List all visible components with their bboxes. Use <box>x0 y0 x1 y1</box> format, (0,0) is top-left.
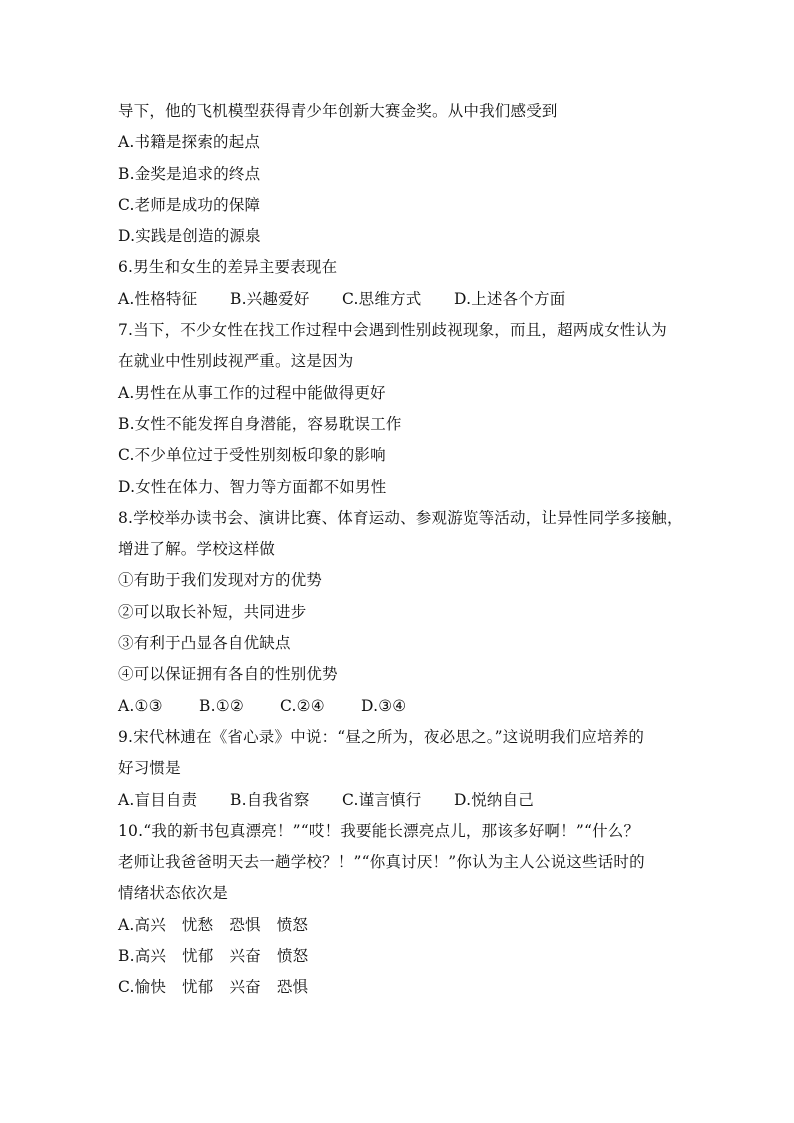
q8-option-d: D.③④ <box>361 696 407 715</box>
q8-statement-3: ③有利于凸显各自优缺点 <box>118 634 291 653</box>
q6-option-a: A.性格特征 <box>118 289 198 308</box>
q9-option-a: A.盲目自责 <box>118 790 198 809</box>
q10-option-a-word3: 恐惧 <box>229 915 261 934</box>
q7-option-b: B.女性不能发挥自身潜能，容易耽误工作 <box>118 414 402 433</box>
q5-option-c: C.老师是成功的保障 <box>118 195 261 214</box>
q10-option-a-word1: A.高兴 <box>118 915 166 934</box>
question-5-stem-continuation: 导下，他的飞机模型获得青少年创新大赛金奖。从中我们感受到 <box>118 102 558 120</box>
q8-option-c: C.②④ <box>280 696 325 715</box>
q10-option-c-word1: C.愉快 <box>118 978 167 997</box>
question-8-stem-line2: 增进了解。学校这样做 <box>118 540 276 559</box>
question-7-stem-line2: 在就业中性别歧视严重。这是因为 <box>118 352 354 371</box>
q8-option-b: B.①② <box>199 696 244 715</box>
q8-statement-2: ②可以取长补短，共同进步 <box>118 602 307 621</box>
q5-option-a: A.书籍是探索的起点 <box>118 133 261 152</box>
q9-option-b: B.自我省察 <box>230 790 310 809</box>
q7-option-d: D.女性在体力、智力等方面都不如男性 <box>118 477 387 496</box>
question-9-stem-line2: 好习惯是 <box>118 759 181 778</box>
q5-option-d: D.实践是创造的源泉 <box>118 227 261 246</box>
q8-option-a: A.①③ <box>118 696 163 715</box>
q5-option-b: B.金奖是追求的终点 <box>118 164 261 183</box>
q9-option-c: C.谨言慎行 <box>342 790 422 809</box>
q6-option-b: B.兴趣爱好 <box>230 289 310 308</box>
question-7-stem-line1: 7.当下，不少女性在找工作过程中会遇到性别歧视现象，而且，超两成女性认为 <box>118 321 667 340</box>
q10-option-b-word1: B.高兴 <box>118 947 167 966</box>
q6-option-c: C.思维方式 <box>342 289 422 308</box>
q10-option-a-word4: 愤怒 <box>276 915 309 934</box>
question-9-stem-line1: 9.宋代林逋在《省心录》中说：“昼之所为，夜必思之。”这说明我们应培养的 <box>118 727 645 746</box>
q10-option-a-word2: 忧愁 <box>181 915 214 934</box>
question-10-stem-line1: 10.“我的新书包真漂亮！”“哎！我要能长漂亮点儿，那该多好啊！”“什么？ <box>118 821 640 840</box>
question-6-stem: 6.男生和女生的差异主要表现在 <box>118 258 338 277</box>
q10-option-c-word3: 兴奋 <box>229 978 261 997</box>
question-10-stem-line2: 老师让我爸爸明天去一趟学校？！”“你真讨厌！”你认为主人公说这些话时的 <box>118 853 645 872</box>
question-content <box>118 96 688 1004</box>
q10-option-c-word4: 恐惧 <box>276 978 309 997</box>
q9-option-d: D.悦纳自己 <box>454 790 535 809</box>
q8-options-row <box>118 691 688 722</box>
q10-option-a <box>118 910 688 941</box>
q6-options-row <box>118 284 688 315</box>
question-10-stem-line3: 情绪状态依次是 <box>118 884 228 903</box>
q10-option-c-word2: 忧郁 <box>182 978 214 997</box>
q10-option-b-word3: 兴奋 <box>229 947 261 966</box>
question-8-stem-line1: 8.学校举办读书会、演讲比赛、体育运动、参观游览等活动，让异性同学多接触， <box>118 508 683 527</box>
q7-option-c: C.不少单位过于受性别刻板印象的影响 <box>118 446 386 465</box>
q9-options-row <box>118 785 688 816</box>
q8-statement-4: ④可以保证拥有各自的性别优势 <box>118 665 338 684</box>
q10-option-b <box>118 941 688 972</box>
q8-statement-1: ①有助于我们发现对方的优势 <box>118 571 323 590</box>
q6-option-d: D.上述各个方面 <box>454 289 566 308</box>
q10-option-b-word4: 愤怒 <box>276 947 309 966</box>
q7-option-a: A.男性在从事工作的过程中能做得更好 <box>118 383 386 402</box>
q10-option-c <box>118 972 688 1003</box>
q10-option-b-word2: 忧郁 <box>182 947 214 966</box>
